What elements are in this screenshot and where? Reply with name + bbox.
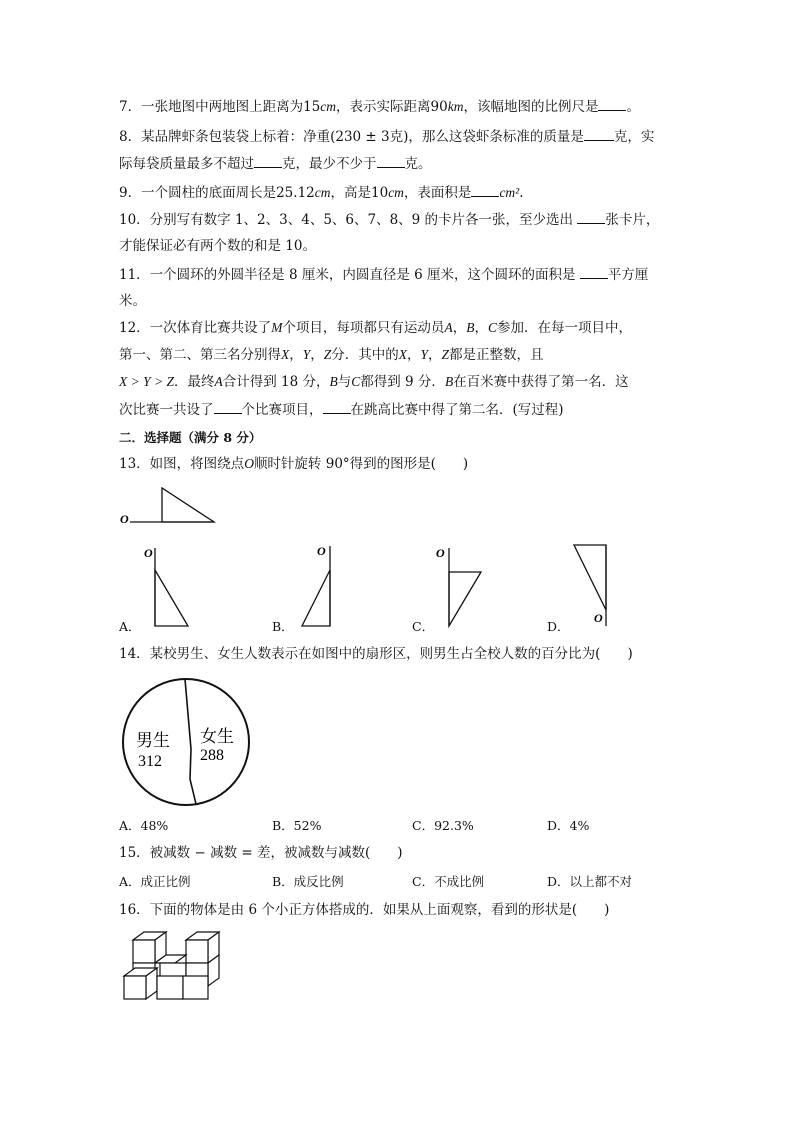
option-c[interactable]: C．92.3% <box>412 818 474 833</box>
section-heading: 二．选择题（满分 8 分） <box>119 430 262 445</box>
question-11-line-1: 11．一个圆环的外圆半径是 8 厘米，内圆直径是 6 厘米，这个圆环的面积是 平方厘 <box>119 264 734 285</box>
question-15: 15．被减数 − 减数 = 差，被减数与减数( ) <box>119 845 403 861</box>
question-8-line-1: 8．某品牌虾条包装袋上标着：净重(230 ± 3克)，那么这袋虾条标准的质量是 克，实 <box>119 126 734 147</box>
option-c-label[interactable]: C． <box>412 619 435 634</box>
pie-chart <box>118 674 258 814</box>
option-b-figure[interactable] <box>290 540 350 630</box>
question-12-line-2: 第一、第二、第三名分别得X，Y，Z分．其中的X，Y，Z都是正整数，且 <box>119 347 544 363</box>
question-12-line-4: 次比赛一共设了 个比赛项目， 在跳高比赛中得了第二名．(写过程) <box>119 399 734 420</box>
option-c-figure[interactable] <box>425 540 495 630</box>
option-a-figure[interactable] <box>140 540 200 630</box>
question-14: 14．某校男生、女生人数表示在如图中的扇形区，则男生占全校人数的百分比为( ) <box>119 646 633 662</box>
option-b[interactable]: B．52% <box>272 818 322 833</box>
svg-text:O: O <box>594 611 603 625</box>
svg-text:O: O <box>144 546 153 560</box>
question-12-line-3: X > Y > Z．最终A合计得到 18 分，B与C都得到 9 分．B在百米赛中获得了第一名．这 <box>119 374 629 390</box>
pie-label-boys: 男生 <box>136 731 170 751</box>
answer-blank[interactable] <box>471 182 499 197</box>
question-10-line-1: 10．分别写有数字 1、2、3、4、5、6、7、8、9 的卡片各一张，至少选出 张卡片， <box>119 209 734 230</box>
rotation-original-figure <box>110 480 240 530</box>
question-16: 16．下面的物体是由 6 个小正方体搭成的．如果从上面观察，看到的形状是( ) <box>119 902 610 918</box>
answer-blank[interactable] <box>214 399 242 414</box>
pie-value-girls: 288 <box>200 747 224 764</box>
question-12-line-1: 12．一次体育比赛共设了M个项目，每项都只有运动员A，B，C参加．在每一项目中， <box>119 320 632 336</box>
question-7: 7．一张地图中两地图上距离为15cm，表示实际距离90km，该幅地图的比例尺是 。 <box>119 96 734 117</box>
question-10-line-2: 才能保证必有两个数的和是 10。 <box>119 238 316 254</box>
answer-blank[interactable] <box>323 399 351 414</box>
option-b[interactable]: B．成反比例 <box>272 874 344 889</box>
answer-blank[interactable] <box>577 209 605 224</box>
option-d[interactable]: D．4% <box>547 818 590 833</box>
question-13: 13．如图，将图绕点O顺时针旋转 90°得到的图形是( ) <box>119 456 469 472</box>
question-8-line-2: 际每袋质量最多不超过 克，最少不少于 克。 <box>119 153 734 174</box>
question-9: 9．一个圆柱的底面周长是25.12cm，高是10cm，表面积是 cm². <box>119 182 734 203</box>
triangle-shape <box>162 488 214 522</box>
cube-structure-figure <box>120 930 230 1005</box>
answer-blank[interactable] <box>377 153 405 168</box>
answer-blank[interactable] <box>584 126 614 141</box>
answer-blank[interactable] <box>254 153 282 168</box>
svg-text:O: O <box>436 546 445 560</box>
option-c[interactable]: C．不成比例 <box>412 874 485 889</box>
pie-value-boys: 312 <box>138 753 162 770</box>
option-d-figure[interactable] <box>560 540 630 630</box>
point-o-label: O <box>120 512 129 526</box>
pie-label-girls: 女生 <box>200 727 234 747</box>
option-a[interactable]: A．48% <box>119 818 169 833</box>
option-a[interactable]: A．成正比例 <box>119 874 191 889</box>
answer-blank[interactable] <box>598 96 626 111</box>
option-a-label[interactable]: A． <box>119 619 141 634</box>
option-d-label[interactable]: D． <box>547 619 570 634</box>
option-d[interactable]: D．以上都不对 <box>547 874 633 889</box>
option-b-label[interactable]: B． <box>272 619 294 634</box>
svg-text:O: O <box>317 544 326 558</box>
question-11-line-2: 米。 <box>119 293 146 309</box>
answer-blank[interactable] <box>580 264 608 279</box>
